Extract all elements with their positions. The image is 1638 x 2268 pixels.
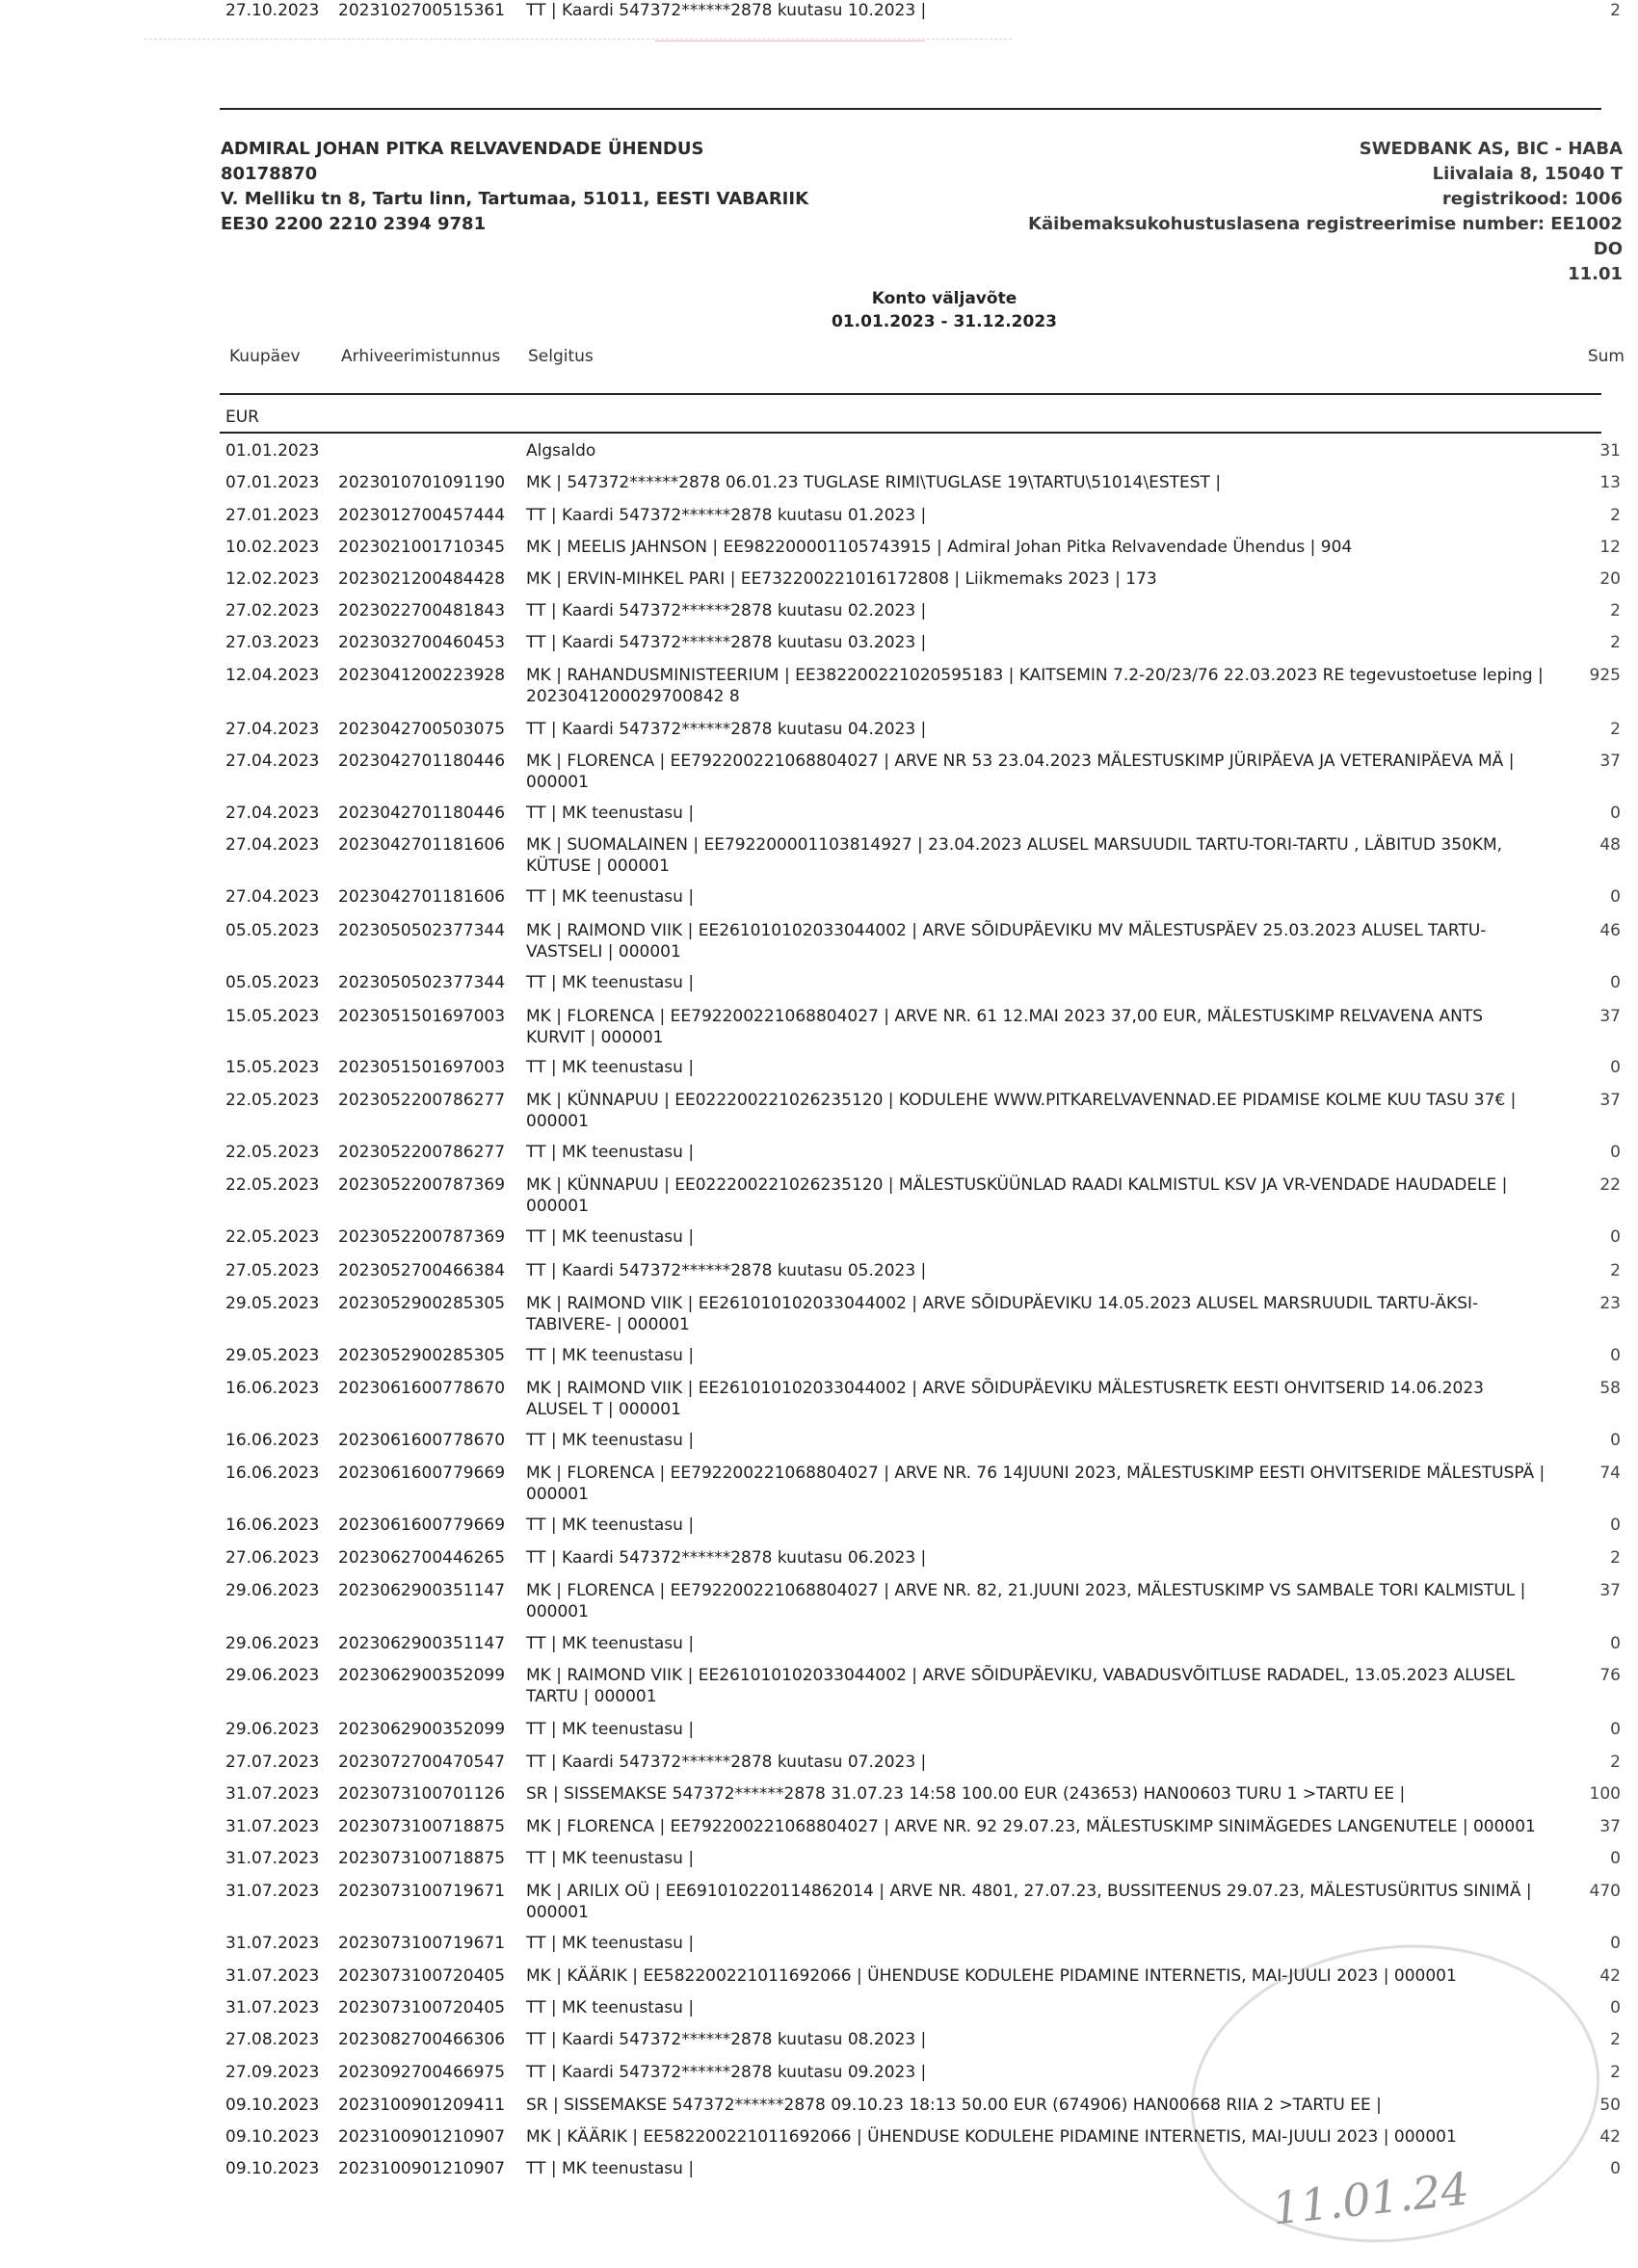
row-archive: 2023052200786277 <box>338 1143 506 1162</box>
row-sum: 37 <box>1599 1817 1621 1836</box>
row-archive: 2023062700446265 <box>338 1548 506 1568</box>
column-header-sum: Sum <box>1587 347 1625 366</box>
row-archive: 2023073100719671 <box>338 1934 506 1953</box>
row-description: TT | Kaardi 547372******2878 kuutasu 03.2023 | <box>526 633 927 652</box>
row-sum: 0 <box>1610 1346 1621 1365</box>
row-sum: 74 <box>1599 1464 1621 1483</box>
row-description: TT | Kaardi 547372******2878 kuutasu 09.2023 | <box>526 2063 927 2082</box>
row-description: MK | FLORENCA | EE792200221068804027 | ARVE NR. 92 29.07.23, MÄLESTUSKIMP SINIMÄGEDES LANGENUTELE | 000001 <box>526 1817 1536 1836</box>
bank-reg: registrikood: 1006 <box>1441 189 1623 209</box>
row-archive: 2023100901210907 <box>338 2127 506 2147</box>
row-date: 05.05.2023 <box>225 921 320 940</box>
row-archive: 2023042701181606 <box>338 887 506 907</box>
row-date: 31.07.2023 <box>225 1784 320 1804</box>
row-description: TT | MK teenustasu | <box>526 887 695 907</box>
account-holder-block <box>221 137 808 237</box>
row-archive: 2023022700481843 <box>338 601 506 620</box>
row-date: 31.07.2023 <box>225 1934 320 1953</box>
row-date: 27.02.2023 <box>225 601 320 620</box>
row-archive: 2023010701091190 <box>338 473 506 492</box>
header-rule <box>220 393 1601 395</box>
row-sum: 37 <box>1599 752 1621 771</box>
row-description: MK | ERVIN-MIHKEL PARI | EE732200221016172808 | Liikmemaks 2023 | 173 <box>526 569 1157 589</box>
row-sum: 2 <box>1610 633 1621 652</box>
row-archive: 2023062900352099 <box>338 1720 506 1739</box>
row-date: 29.05.2023 <box>225 1346 320 1365</box>
row-archive: 2023050502377344 <box>338 973 506 992</box>
row-sum: 0 <box>1610 1998 1621 2017</box>
row-archive: 2023032700460453 <box>338 633 506 652</box>
row-archive: 2023052200787369 <box>338 1175 506 1195</box>
row-sum: 0 <box>1610 1431 1621 1450</box>
row-archive: 2023051501697003 <box>338 1007 506 1026</box>
row-sum: 0 <box>1610 1720 1621 1739</box>
row-sum: 2 <box>1610 1548 1621 1568</box>
row-date: 22.05.2023 <box>225 1175 320 1195</box>
row-sum: 37 <box>1599 1091 1621 1110</box>
row-date: 01.01.2023 <box>225 441 320 461</box>
row-description: TT | MK teenustasu | <box>526 1516 695 1535</box>
row-description: MK | FLORENCA | EE792200221068804027 | ARVE NR. 82, 21.JUUNI 2023, MÄLESTUSKIMP VS SAMBALE TORI KALMISTUL | 000001 <box>526 1581 1526 1622</box>
row-archive: 2023052900285305 <box>338 1294 506 1313</box>
row-date: 27.03.2023 <box>225 633 320 652</box>
row-date: 31.07.2023 <box>225 1817 320 1836</box>
handwritten-date: 11.01.24 <box>1269 2162 1472 2235</box>
row-description: MK | RAIMOND VIIK | EE261010102033044002 | ARVE SÕIDUPÄEVIKU, VABADUSVÕITLUSE RADADEL, 13.05.2023 ALUSEL TARTU | 000001 <box>526 1666 1516 1706</box>
currency-label: EUR <box>225 408 259 427</box>
row-date: 12.04.2023 <box>225 666 320 685</box>
row-archive: 2023061600779669 <box>338 1516 506 1535</box>
row-archive: 2023052200786277 <box>338 1091 506 1110</box>
row-sum: 2 <box>1610 601 1621 620</box>
row-description: SR | SISSEMAKSE 547372******2878 09.10.23 18:13 50.00 EUR (674906) HAN00668 RIIA 2 >TARTU EE | <box>526 2096 1382 2115</box>
row-date: 16.06.2023 <box>225 1431 320 1450</box>
row-sum: 0 <box>1610 2159 1621 2178</box>
row-sum: 2 <box>1610 2030 1621 2049</box>
row-archive: 2023052200787369 <box>338 1227 506 1247</box>
row-archive: 2023042701180446 <box>338 804 506 823</box>
row-description: MK | RAHANDUSMINISTEERIUM | EE382200221020595183 | KAITSEMIN 7.2-20/23/76 22.03.2023 RE tegevustoetuse leping | 2023041200029700842 8 <box>526 666 1544 706</box>
row-sum: 0 <box>1610 1058 1621 1077</box>
row-description: TT | MK teenustasu | <box>526 1143 695 1162</box>
bank-name: SWEDBANK AS, BIC - HABA <box>1359 139 1623 159</box>
row-date: 27.08.2023 <box>225 2030 320 2049</box>
row-description: SR | SISSEMAKSE 547372******2878 31.07.23 14:58 100.00 EUR (243653) HAN00603 TURU 1 >TARTU EE | <box>526 1784 1406 1804</box>
org-code: 80178870 <box>221 164 318 184</box>
org-iban: EE30 2200 2210 2394 9781 <box>221 214 487 234</box>
row-description: MK | FLORENCA | EE792200221068804027 | ARVE NR 53 23.04.2023 MÄLESTUSKIMP JÜRIPÄEVA JA VETERANIPÄEVA MÄ | 000001 <box>526 752 1515 792</box>
row-date: 12.02.2023 <box>225 569 320 589</box>
row-sum: 42 <box>1599 1966 1621 1986</box>
row-archive: 2023042700503075 <box>338 720 506 739</box>
row-sum: 31 <box>1599 441 1621 461</box>
row-date: 29.06.2023 <box>225 1666 320 1685</box>
row-date: 22.05.2023 <box>225 1143 320 1162</box>
row-sum: 76 <box>1599 1666 1621 1685</box>
bank-vat: Käibemaksukohustuslasena registreerimise number: EE1002 <box>1028 214 1623 234</box>
org-address: V. Melliku tn 8, Tartu linn, Tartumaa, 51011, EESTI VABARIIK <box>221 189 809 209</box>
row-description: TT | MK teenustasu | <box>526 1934 695 1953</box>
row-archive: 2023092700466975 <box>338 2063 506 2082</box>
row-date: 27.04.2023 <box>225 720 320 739</box>
row-description: MK | KÜNNAPUU | EE022200221026235120 | MÄLESTUSKÜÜNLAD RAADI KALMISTUL KSV JA VR-VENDADE HAUDADELE | 000001 <box>526 1175 1508 1216</box>
row-sum: 0 <box>1610 1516 1621 1535</box>
row-sum: 20 <box>1599 569 1621 589</box>
row-date: 27.09.2023 <box>225 2063 320 2082</box>
row-date: 27.10.2023 <box>225 1 320 20</box>
row-archive: 2023061600778670 <box>338 1431 506 1450</box>
row-date: 31.07.2023 <box>225 1849 320 1868</box>
row-sum: 37 <box>1599 1581 1621 1600</box>
row-sum: 0 <box>1610 1227 1621 1247</box>
statement-title: Konto väljavõte <box>871 289 1017 308</box>
row-archive: 2023073100720405 <box>338 1966 506 1986</box>
row-date: 29.06.2023 <box>225 1581 320 1600</box>
row-archive: 2023072700470547 <box>338 1753 506 1772</box>
row-archive: 2023051501697003 <box>338 1058 506 1077</box>
row-date: 09.10.2023 <box>225 2159 320 2178</box>
row-date: 05.05.2023 <box>225 973 320 992</box>
row-date: 16.06.2023 <box>225 1516 320 1535</box>
row-sum: 2 <box>1610 1261 1621 1280</box>
bank-block <box>965 137 1623 284</box>
row-sum: 0 <box>1610 1143 1621 1162</box>
row-description: MK | FLORENCA | EE792200221068804027 | ARVE NR. 76 14JUUNI 2023, MÄLESTUSKIMP EESTI OHVITSERIDE MÄLESTUSPÄ | 000001 <box>526 1464 1546 1504</box>
row-date: 29.06.2023 <box>225 1720 320 1739</box>
row-archive: 2023061600779669 <box>338 1464 506 1483</box>
row-archive: 2023021001710345 <box>338 538 506 557</box>
row-description: TT | Kaardi 547372******2878 kuutasu 07.2023 | <box>526 1753 927 1772</box>
row-sum: 0 <box>1610 1934 1621 1953</box>
row-date: 27.06.2023 <box>225 1548 320 1568</box>
row-description: TT | MK teenustasu | <box>526 1346 695 1365</box>
row-archive: 2023100901209411 <box>338 2096 506 2115</box>
row-sum: 42 <box>1599 2127 1621 2147</box>
row-description: TT | MK teenustasu | <box>526 1431 695 1450</box>
row-archive: 2023073100720405 <box>338 1998 506 2017</box>
row-sum: 2 <box>1610 506 1621 525</box>
row-date: 10.02.2023 <box>225 538 320 557</box>
row-description: TT | Kaardi 547372******2878 kuutasu 04.2023 | <box>526 720 927 739</box>
row-description: MK | 547372******2878 06.01.23 TUGLASE RIMI\TUGLASE 19\TARTU\51014\ESTEST | <box>526 473 1222 492</box>
row-sum: 37 <box>1599 1007 1621 1026</box>
row-sum: 0 <box>1610 973 1621 992</box>
bank-extra: DO <box>1593 239 1623 259</box>
row-description: MK | KÄÄRIK | EE582200221011692066 | ÜHENDUSE KODULEHE PIDAMINE INTERNETIS, MAI-JUULI 2023 | 000001 <box>526 2127 1457 2147</box>
row-description: TT | Kaardi 547372******2878 kuutasu 10.2023 | <box>526 1 927 20</box>
row-description: TT | MK teenustasu | <box>526 804 695 823</box>
row-date: 07.01.2023 <box>225 473 320 492</box>
row-description: MK | SUOMALAINEN | EE792200001103814927 | 23.04.2023 ALUSEL MARSUUDIL TARTU-TORI-TARTU , LÄBITUD 350KM, KÜTUSE | 000001 <box>526 835 1503 876</box>
row-description: TT | Kaardi 547372******2878 kuutasu 02.2023 | <box>526 601 927 620</box>
row-archive: 2023052700466384 <box>338 1261 506 1280</box>
row-description: MK | RAIMOND VIIK | EE261010102033044002 | ARVE SÕIDUPÄEVIKU MÄLESTUSRETK EESTI OHVITSERID 14.06.2023 ALUSEL T | 000001 <box>526 1379 1485 1419</box>
row-description: MK | ARILIX OÜ | EE691010220114862014 | ARVE NR. 4801, 27.07.23, BUSSITEENUS 29.07.23, MÄLESTUSÜRITUS SINIMÄ | 000001 <box>526 1882 1532 1922</box>
row-date: 15.05.2023 <box>225 1007 320 1026</box>
row-date: 27.04.2023 <box>225 887 320 907</box>
row-sum: 2 <box>1610 720 1621 739</box>
row-description: TT | MK teenustasu | <box>526 1227 695 1247</box>
row-date: 09.10.2023 <box>225 2127 320 2147</box>
row-sum: 0 <box>1610 887 1621 907</box>
row-sum: 2 <box>1610 2063 1621 2082</box>
row-date: 16.06.2023 <box>225 1464 320 1483</box>
row-description: TT | MK teenustasu | <box>526 1849 695 1868</box>
row-description: Algsaldo <box>526 441 596 461</box>
scan-artifact-line <box>145 39 1012 40</box>
row-description: TT | MK teenustasu | <box>526 973 695 992</box>
bank-address: Liivalaia 8, 15040 T <box>1432 164 1623 184</box>
row-archive: 2023062900351147 <box>338 1581 506 1600</box>
row-date: 15.05.2023 <box>225 1058 320 1077</box>
row-description: TT | Kaardi 547372******2878 kuutasu 01.2023 | <box>526 506 927 525</box>
row-date: 27.07.2023 <box>225 1753 320 1772</box>
row-date: 09.10.2023 <box>225 2096 320 2115</box>
row-archive: 2023073100719671 <box>338 1882 506 1901</box>
row-sum: 58 <box>1599 1379 1621 1398</box>
row-description: TT | MK teenustasu | <box>526 1720 695 1739</box>
row-archive: 2023052900285305 <box>338 1346 506 1365</box>
row-date: 16.06.2023 <box>225 1379 320 1398</box>
row-sum: 2 <box>1610 1753 1621 1772</box>
row-sum: 23 <box>1599 1294 1621 1313</box>
row-archive: 2023012700457444 <box>338 506 506 525</box>
row-description: MK | KÜNNAPUU | EE022200221026235120 | KODULEHE WWW.PITKARELVAVENNAD.EE PIDAMISE KOLME KUU TASU 37€ | 000001 <box>526 1091 1517 1131</box>
row-date: 27.04.2023 <box>225 804 320 823</box>
row-archive: 2023061600778670 <box>338 1379 506 1398</box>
row-date: 27.01.2023 <box>225 506 320 525</box>
scan-artifact-line <box>655 40 925 41</box>
row-description: MK | MEELIS JAHNSON | EE982200001105743915 | Admiral Johan Pitka Relvavendade Ühendus | 904 <box>526 538 1353 557</box>
row-archive: 2023062900352099 <box>338 1666 506 1685</box>
row-date: 31.07.2023 <box>225 1882 320 1901</box>
row-archive: 2023102700515361 <box>338 1 506 20</box>
row-description: MK | RAIMOND VIIK | EE261010102033044002 | ARVE SÕIDUPÄEVIKU 14.05.2023 ALUSEL MARSRUUDIL TARTU-ÄKSI-TABIVERE- | 000001 <box>526 1294 1479 1334</box>
row-date: 22.05.2023 <box>225 1091 320 1110</box>
row-description: TT | Kaardi 547372******2878 kuutasu 08.2023 | <box>526 2030 927 2049</box>
row-sum: 470 <box>1589 1882 1621 1901</box>
row-archive: 2023021200484428 <box>338 569 506 589</box>
org-name: ADMIRAL JOHAN PITKA RELVAVENDADE ÜHENDUS <box>221 139 704 159</box>
row-description: MK | FLORENCA | EE792200221068804027 | ARVE NR. 61 12.MAI 2023 37,00 EUR, MÄLESTUSKIMP RELVAVENA ANTS KURVIT | 000001 <box>526 1007 1484 1047</box>
row-description: TT | Kaardi 547372******2878 kuutasu 06.2023 | <box>526 1548 927 1568</box>
row-sum: 0 <box>1610 1849 1621 1868</box>
row-sum: 925 <box>1589 666 1621 685</box>
row-archive: 2023050502377344 <box>338 921 506 940</box>
row-date: 29.05.2023 <box>225 1294 320 1313</box>
row-sum: 12 <box>1599 538 1621 557</box>
row-date: 29.06.2023 <box>225 1634 320 1653</box>
row-date: 27.05.2023 <box>225 1261 320 1280</box>
row-sum: 50 <box>1599 2096 1621 2115</box>
row-archive: 2023042701181606 <box>338 835 506 855</box>
column-header-archive: Arhiveerimistunnus <box>341 347 501 366</box>
column-header-date: Kuupäev <box>229 347 301 366</box>
row-description: MK | RAIMOND VIIK | EE261010102033044002 | ARVE SÕIDUPÄEVIKU MV MÄLESTUSPÄEV 25.03.2023 ALUSEL TARTU-VASTSELI | 000001 <box>526 921 1487 962</box>
bank-extra: 11.01 <box>1568 264 1623 284</box>
row-date: 27.04.2023 <box>225 835 320 855</box>
row-sum: 0 <box>1610 804 1621 823</box>
top-rule <box>220 108 1601 110</box>
row-archive: 2023041200223928 <box>338 666 506 685</box>
row-archive: 2023100901210907 <box>338 2159 506 2178</box>
row-date: 27.04.2023 <box>225 752 320 771</box>
row-description: TT | MK teenustasu | <box>526 1998 695 2017</box>
row-sum: 22 <box>1599 1175 1621 1195</box>
row-date: 31.07.2023 <box>225 1966 320 1986</box>
row-archive: 2023042701180446 <box>338 752 506 771</box>
row-date: 31.07.2023 <box>225 1998 320 2017</box>
currency-rule <box>220 432 1601 434</box>
row-sum: 100 <box>1589 1784 1621 1804</box>
row-sum: 46 <box>1599 921 1621 940</box>
row-description: TT | MK teenustasu | <box>526 1634 695 1653</box>
row-date: 22.05.2023 <box>225 1227 320 1247</box>
row-archive: 2023082700466306 <box>338 2030 506 2049</box>
row-description: TT | MK teenustasu | <box>526 1058 695 1077</box>
row-description: MK | KÄÄRIK | EE582200221011692066 | ÜHENDUSE KODULEHE PIDAMINE INTERNETIS, MAI-JUULI 2023 | 000001 <box>526 1966 1457 1986</box>
statement-period: 01.01.2023 - 31.12.2023 <box>832 312 1057 331</box>
row-archive: 2023073100718875 <box>338 1817 506 1836</box>
column-header-description: Selgitus <box>528 347 594 366</box>
row-sum: 48 <box>1599 835 1621 855</box>
row-archive: 2023073100718875 <box>338 1849 506 1868</box>
row-archive: 2023062900351147 <box>338 1634 506 1653</box>
row-description: TT | MK teenustasu | <box>526 2159 695 2178</box>
row-sum: 13 <box>1599 473 1621 492</box>
row-sum: 2 <box>1610 1 1621 20</box>
row-sum: 0 <box>1610 1634 1621 1653</box>
row-archive: 2023073100701126 <box>338 1784 506 1804</box>
row-description: TT | Kaardi 547372******2878 kuutasu 05.2023 | <box>526 1261 927 1280</box>
